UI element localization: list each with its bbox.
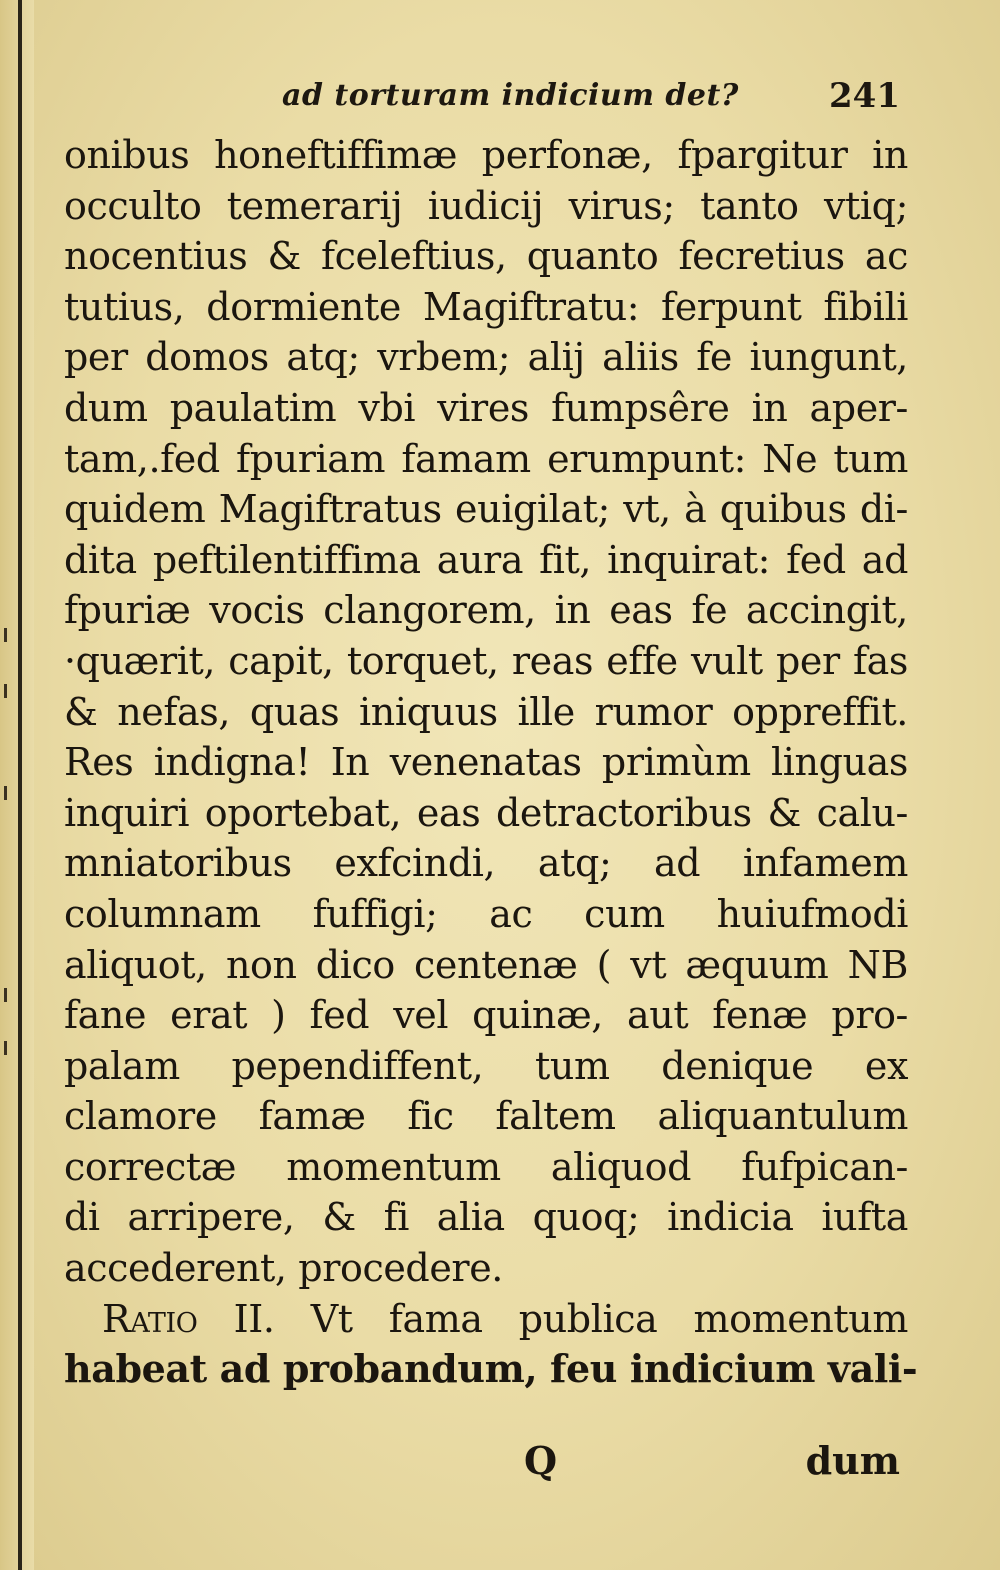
text-line: tutius, dormiente Magiftratu: ferpunt fibili [64, 284, 908, 329]
text-line: mniatoribus exfcindi, atq; ad infamem [64, 841, 908, 886]
text-line: Res indigna! In venenatas primùm linguas [64, 740, 908, 785]
text-line: & nefas, quas iniquus ille rumor oppreffit. [64, 689, 908, 734]
text-line: clamore famæ fic faltem aliquantulum [64, 1094, 908, 1139]
text-line: dum paulatim vbi vires fumpsêre in aper- [64, 385, 908, 430]
page-gutter [0, 0, 34, 1570]
text-line: columnam fuffigi; ac cum huiufmodi [64, 891, 908, 936]
ratio-heading-line [64, 1294, 908, 1345]
text-line: occulto temerarij iudicij virus; tanto vtiq; [64, 183, 908, 228]
text-line: quidem Magiftratus euigilat; vt, à quibus di- [64, 487, 908, 532]
text-line: dita peftilentiffima aura fit, inquirat: fed ad [64, 537, 908, 582]
ratio-number: II. [233, 1296, 275, 1341]
ratio-label: Ratio [102, 1296, 198, 1341]
text-line: tam,.fed fpuriam famam erumpunt: Ne tum [64, 436, 908, 481]
text-line: per domos atq; vrbem; alij aliis fe iungunt, [64, 335, 908, 380]
text-line: onibus honeftiffimæ perfonæ, fpargitur in [64, 133, 908, 177]
catchword: dum [805, 1438, 900, 1483]
text-line: palam pependiffent, tum denique ex [64, 1043, 908, 1088]
text-line: correctæ momentum aliquod fufpican- [64, 1144, 908, 1189]
body-text [64, 130, 918, 1395]
text-line: ·quærit, capit, torquet, reas effe vult per fas [64, 638, 908, 683]
binding-shadow [18, 0, 22, 1570]
text-line: inquiri oportebat, eas detractoribus & calu- [64, 790, 908, 835]
signature-mark: Q [524, 1438, 558, 1483]
gutter-mark [4, 1041, 7, 1055]
text-line: di arripere, & fi alia quoq; indicia iufta [64, 1195, 908, 1240]
text-line: aliquot, non dico centenæ ( vt æquum NB [64, 942, 908, 987]
ratio-line-text: Vt fama publica momentum [310, 1296, 908, 1341]
text-line: accederent, procedere. [64, 1246, 503, 1291]
text-line: fane erat ) fed vel quinæ, aut fenæ pro- [64, 993, 908, 1038]
text-line: nocentius & fceleftius, quanto fecretius ac [64, 234, 908, 279]
page-footer [64, 1438, 908, 1488]
gutter-mark [4, 786, 7, 800]
gutter-mark [4, 628, 7, 642]
page-number: 241 [829, 76, 900, 116]
gutter-mark [4, 988, 7, 1002]
page-header [64, 76, 908, 126]
gutter-mark [4, 684, 7, 698]
running-title: ad torturam indicium det? [282, 78, 739, 113]
text-line: fpuriæ vocis clangorem, in eas fe accingit, [64, 588, 908, 633]
text-line: habeat ad probandum, feu indicium vali- [64, 1346, 918, 1392]
